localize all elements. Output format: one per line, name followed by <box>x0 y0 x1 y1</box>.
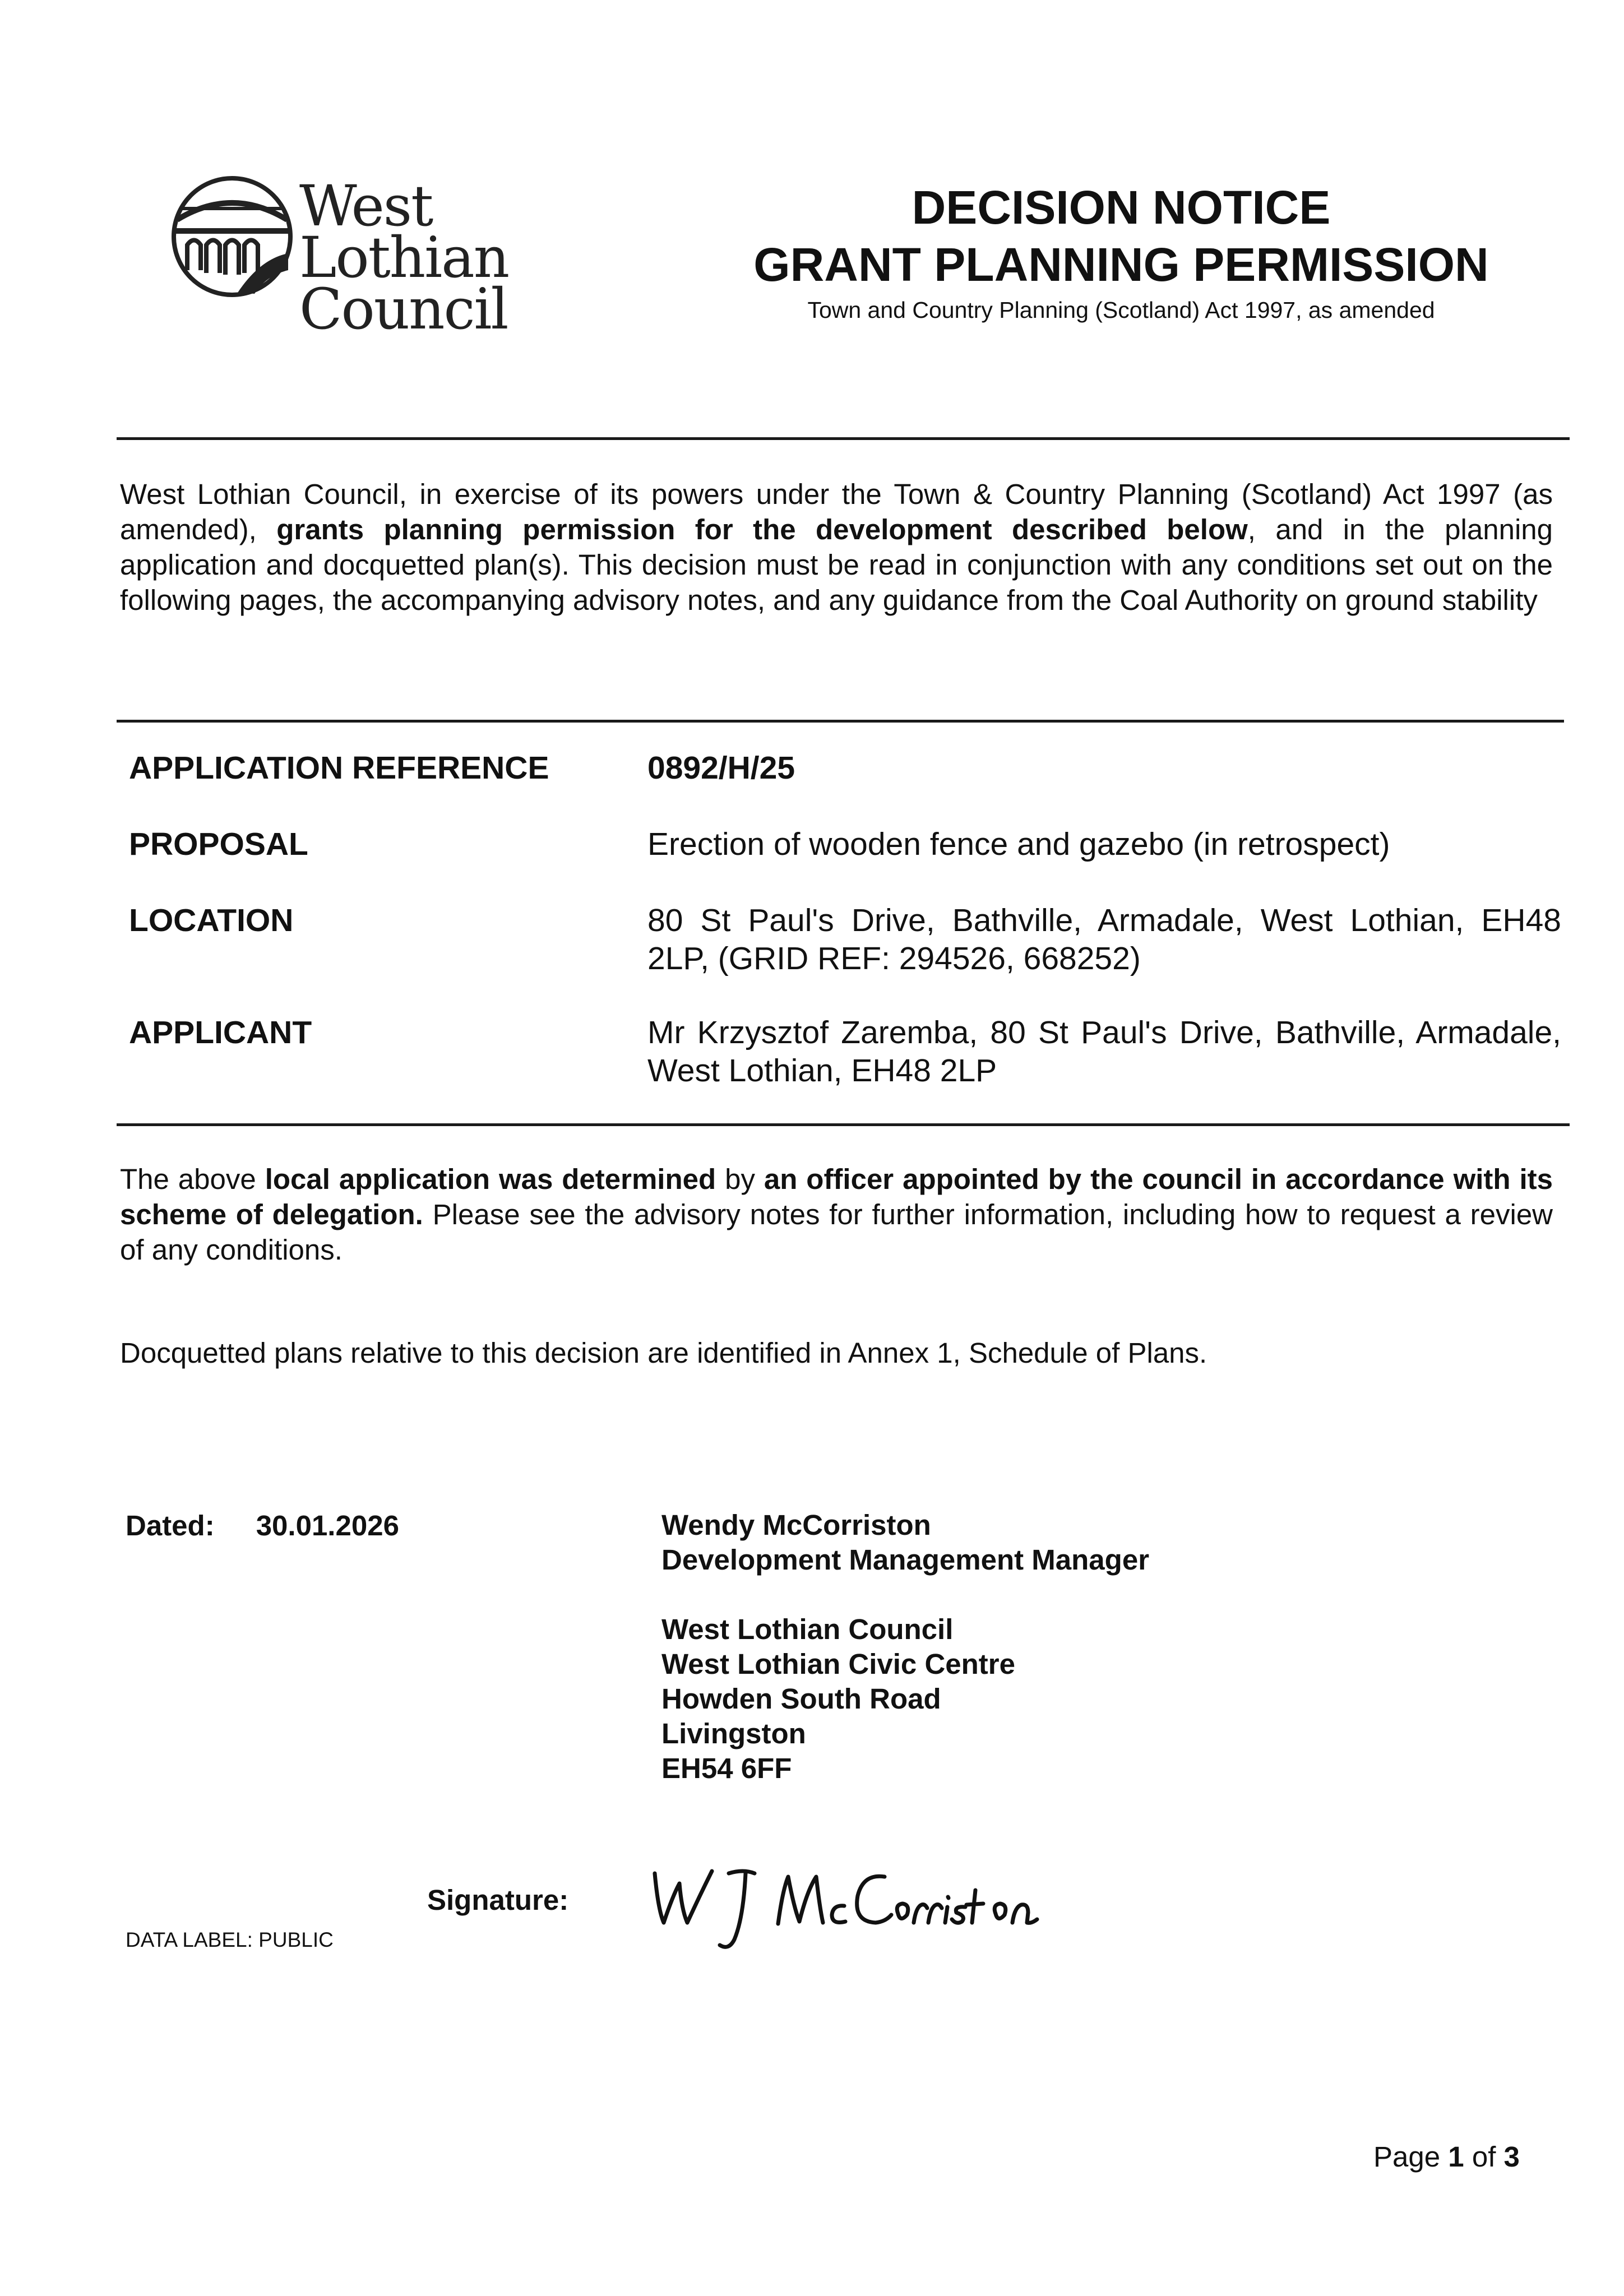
page-current: 1 <box>1448 2141 1464 2173</box>
data-label: DATA LABEL: PUBLIC <box>126 1928 334 1951</box>
logo-line-1: West Lothian <box>299 173 509 290</box>
signature-image <box>645 1857 1048 1960</box>
divider-top <box>117 437 1570 440</box>
page-number <box>1373 2140 1520 2173</box>
determined-text-2: by <box>716 1163 764 1195</box>
officer-address-line: Howden South Road <box>661 1683 941 1715</box>
officer-block <box>661 1508 1149 1786</box>
determination-paragraph <box>120 1161 1553 1267</box>
council-logo-text <box>299 173 619 342</box>
dated-value: 30.01.2026 <box>256 1510 399 1542</box>
determined-bold-2: an officer appointed by the council in accordance with its scheme of delegation. <box>120 1163 1553 1230</box>
detail-value-proposal: Erection of wooden fence and gazebo (in retrospect) <box>647 826 1390 862</box>
council-logo <box>170 173 619 342</box>
determined-bold-1: local application was determined <box>265 1163 716 1195</box>
detail-value-reference: 0892/H/25 <box>647 750 795 786</box>
officer-role: Development Management Manager <box>661 1544 1150 1576</box>
detail-value-applicant: Mr Krzysztof Zaremba, 80 St Paul's Drive, Bathville, Armadale, West Lothian, EH48 2LP <box>647 1015 1561 1089</box>
page-total: 3 <box>1503 2141 1520 2173</box>
officer-address-line: West Lothian Council <box>661 1613 954 1645</box>
docquetted-plans-note: Docquetted plans relative to this decision are identified in Annex 1, Schedule of Plans. <box>120 1337 1207 1369</box>
detail-label-proposal: PROPOSAL <box>129 826 308 862</box>
intro-text-2: , and in the planning application and docquetted plan(s). This decision must be read in conjunction with any conditions set out on the following pages, the accompanying advisory notes, and any guidance from the Coal Authority on ground stability <box>120 513 1553 616</box>
notice-subtitle: GRANT PLANNING PERMISSION <box>753 238 1489 291</box>
detail-label-applicant: APPLICANT <box>129 1015 312 1050</box>
dated-block <box>126 1508 399 1543</box>
divider-details-bottom <box>117 1123 1570 1126</box>
determined-text-3: Please see the advisory notes for further information, including how to request a review of any conditions. <box>120 1198 1553 1266</box>
divider-details-top <box>117 720 1564 723</box>
dated-label: Dated: <box>126 1510 215 1542</box>
logo-line-2: Council <box>299 276 508 342</box>
page-prefix: Page <box>1373 2141 1449 2173</box>
intro-paragraph <box>120 476 1553 618</box>
detail-value-location: 80 St Paul's Drive, Bathville, Armadale, West Lothian, EH48 2LP, (GRID REF: 294526, 668252) <box>647 902 1561 976</box>
intro-text-1: West Lothian Council, in exercise of its powers under the Town & Country Planning (Scotland) Act 1997 (as amended), <box>120 478 1553 545</box>
detail-label-location: LOCATION <box>129 902 294 938</box>
handwritten-signature-icon <box>645 1857 1048 1957</box>
signature-label: Signature: <box>427 1884 569 1916</box>
officer-address-line: Livingston <box>661 1718 806 1749</box>
notice-act-reference: Town and Country Planning (Scotland) Act 1997, as amended <box>807 297 1435 323</box>
officer-address-line: EH54 6FF <box>661 1752 792 1784</box>
officer-name: Wendy McCorriston <box>661 1509 931 1541</box>
intro-bold: grants planning permission for the development described below <box>276 513 1248 545</box>
council-crest-icon <box>170 175 294 298</box>
page-mid: of <box>1464 2141 1504 2173</box>
determined-text-1: The above <box>120 1163 265 1195</box>
officer-address-line: West Lothian Civic Centre <box>661 1648 1016 1680</box>
detail-label-reference: APPLICATION REFERENCE <box>129 750 549 786</box>
notice-title: DECISION NOTICE <box>912 181 1331 234</box>
